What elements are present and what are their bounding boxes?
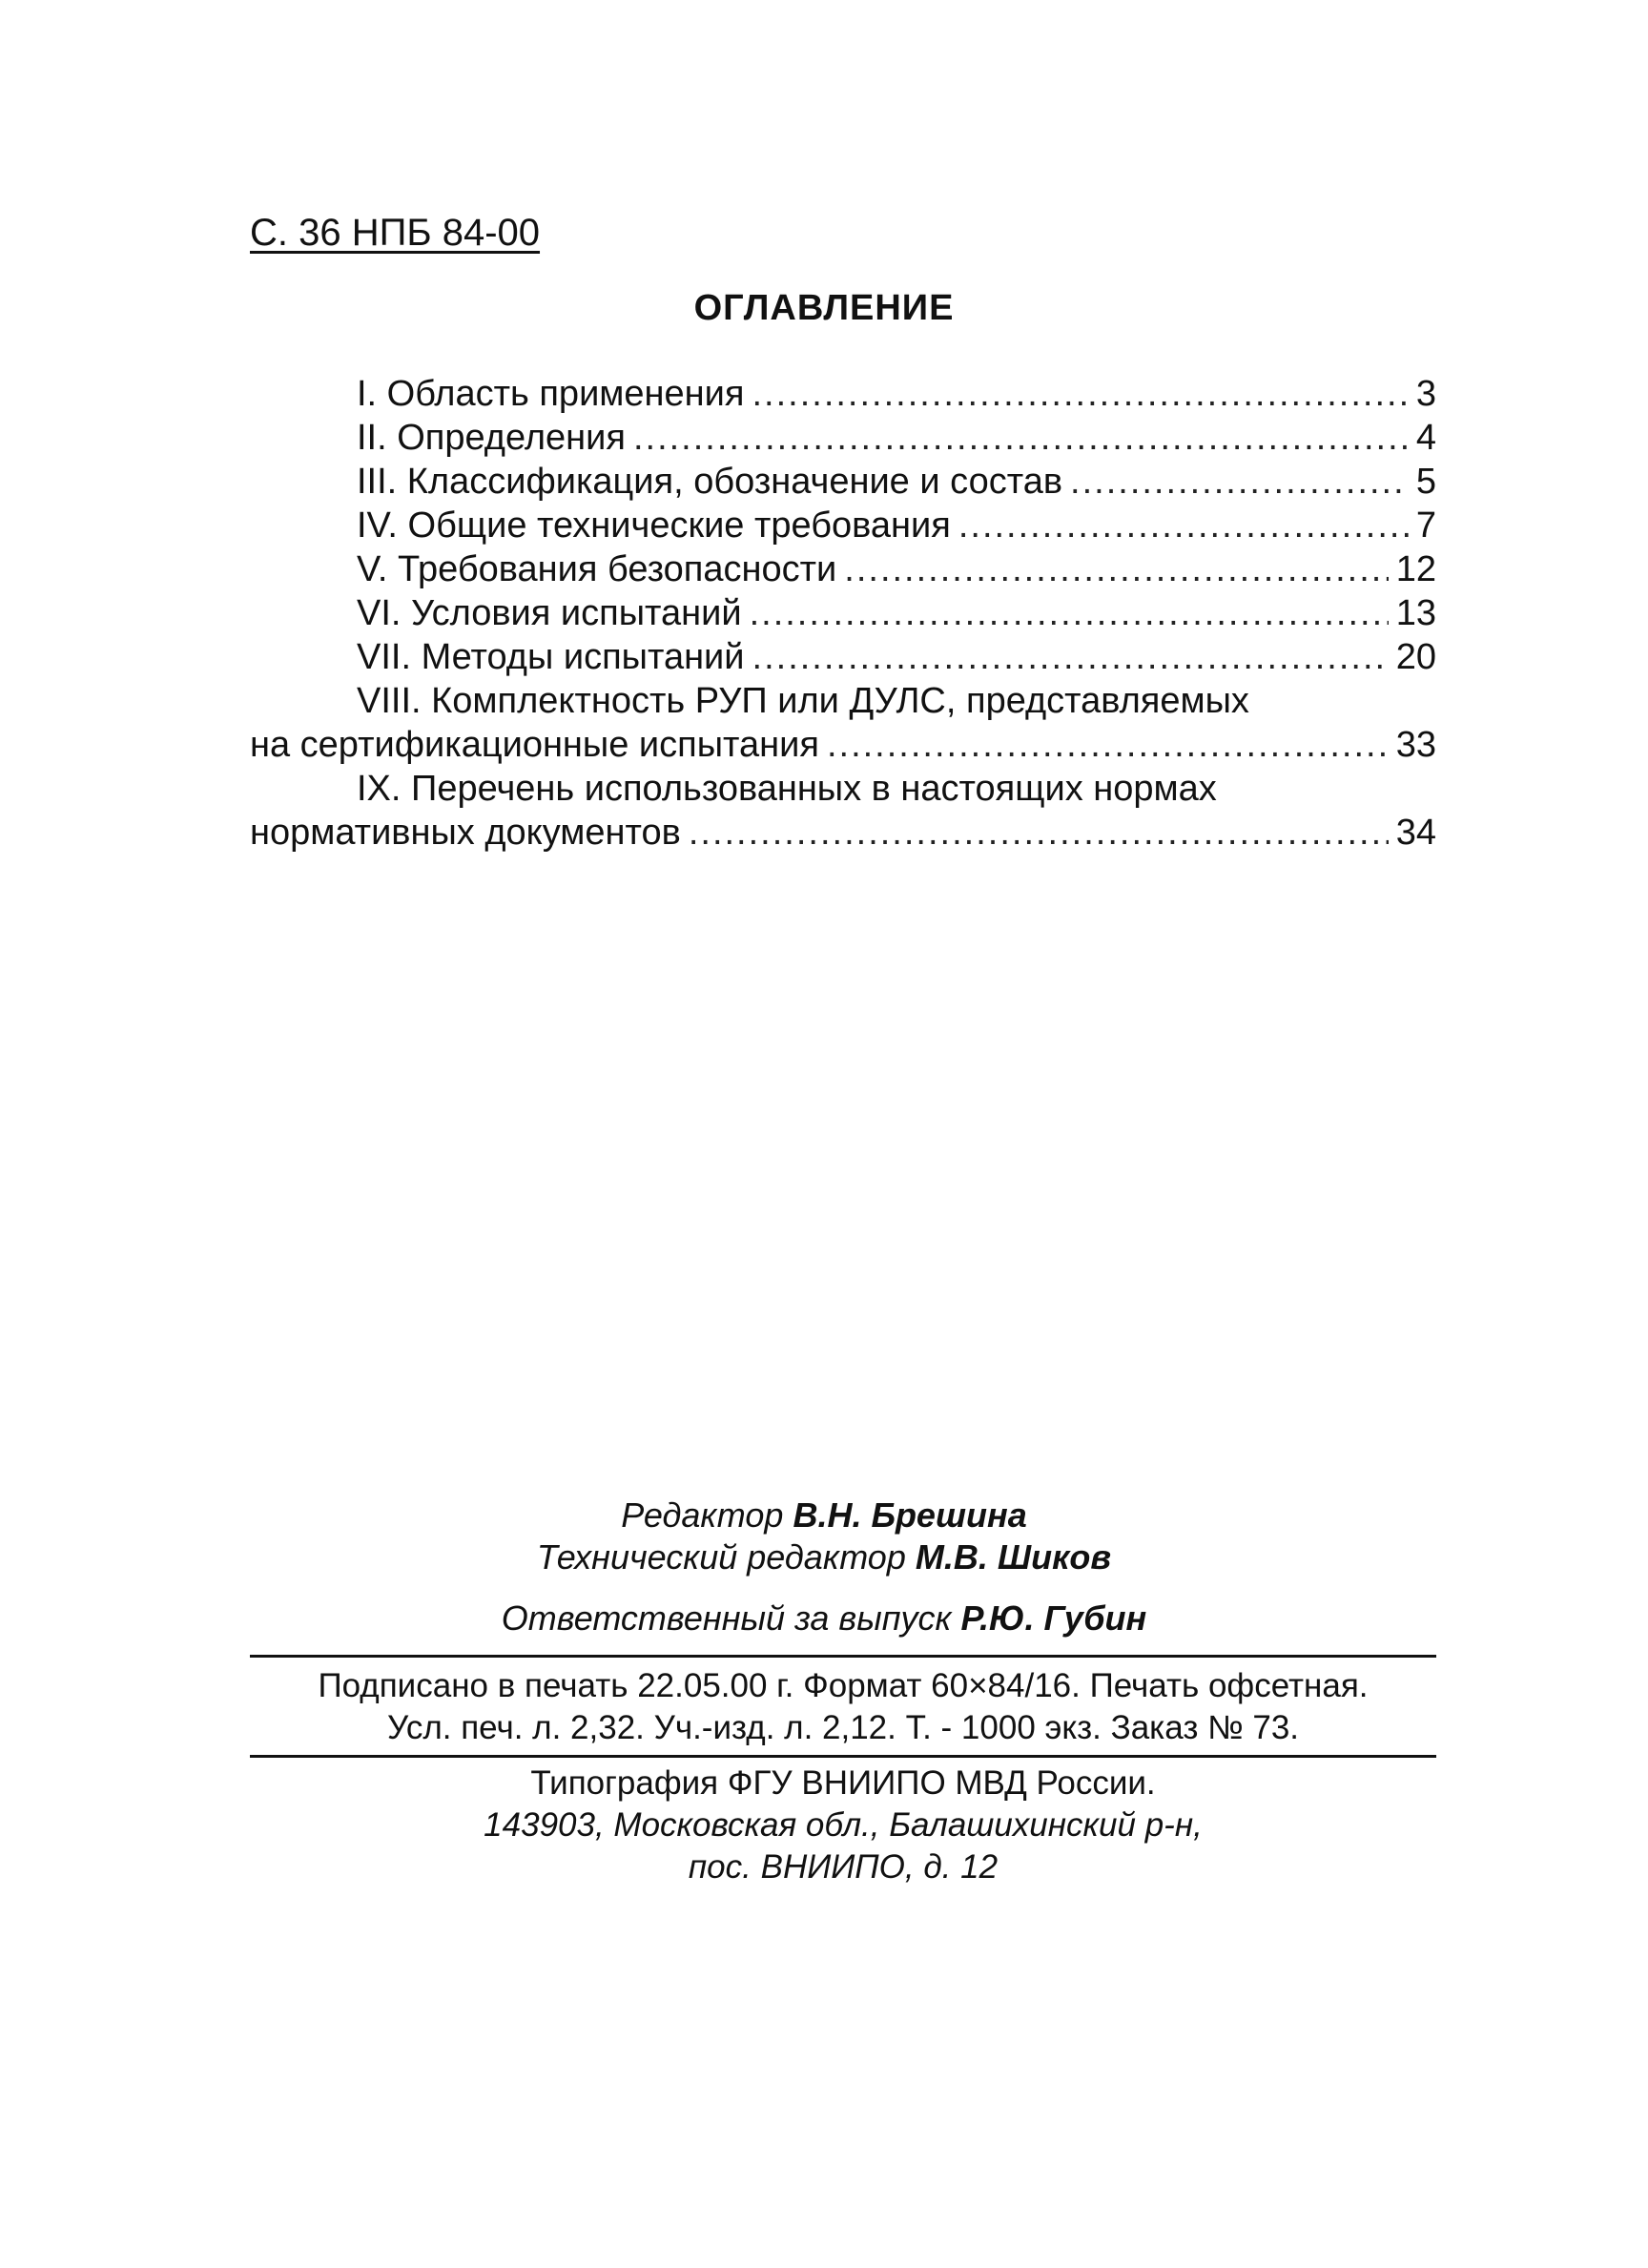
dot-leader — [633, 416, 1409, 460]
divider-line — [250, 1655, 1436, 1658]
editor-name: В.Н. Брешина — [793, 1495, 1027, 1535]
toc-entry-title: II. Определения — [357, 418, 626, 458]
tech-editor-credit — [0, 1537, 1648, 1577]
dot-leader — [689, 811, 1389, 855]
tech-editor-role: Технический редактор — [536, 1537, 906, 1577]
toc-entry — [250, 547, 1436, 591]
toc-entry — [250, 372, 1436, 416]
dot-leader — [1070, 460, 1409, 504]
toc-entry-page: 5 — [1415, 462, 1436, 502]
toc-title: ОГЛАВЛЕНИЕ — [693, 288, 955, 328]
responsible-credit — [0, 1598, 1648, 1639]
toc-entry-page: 4 — [1415, 418, 1436, 458]
toc-entry-page: 7 — [1415, 505, 1436, 546]
tech-editor-name: М.В. Шиков — [915, 1537, 1112, 1577]
dot-leader — [750, 591, 1389, 635]
toc-entry-title: нормативных документов — [250, 813, 681, 853]
toc-entry-title: IV. Общие технические требования — [357, 505, 951, 546]
toc-entry-page: 33 — [1395, 725, 1436, 765]
toc-entry-page: 3 — [1415, 374, 1436, 414]
dot-leader — [827, 723, 1389, 767]
toc-entry-title: III. Классификация, обозначение и состав — [357, 462, 1063, 502]
editor-role: Редактор — [621, 1495, 784, 1535]
toc-entry-page: 13 — [1395, 593, 1436, 633]
toc-entry-title: VI. Условия испытаний — [357, 593, 742, 633]
divider-line — [250, 1755, 1436, 1758]
toc-entry — [250, 460, 1436, 504]
toc-entry-title: на сертификационные испытания — [250, 725, 819, 765]
dot-leader — [958, 504, 1409, 547]
imprint-block — [250, 1665, 1436, 1749]
toc-entry-title: I. Область применения — [357, 374, 745, 414]
dot-leader — [752, 372, 1408, 416]
imprint-line: Усл. печ. л. 2,32. Уч.-изд. л. 2,12. Т. - 1000 экз. Заказ № 73. — [386, 1709, 1300, 1746]
imprint-line: Подписано в печать 22.05.00 г. Формат 60×84/16. Печать офсетная. — [318, 1667, 1369, 1704]
toc-entry-line1: IX. Перечень использованных в настоящих нормах — [357, 769, 1217, 809]
toc-entry — [250, 591, 1436, 635]
toc-entry — [250, 416, 1436, 460]
printer-name: Типография ФГУ ВНИИПО МВД России. — [530, 1764, 1156, 1802]
printer-block — [250, 1763, 1436, 1888]
toc-entry — [250, 811, 1436, 855]
dot-leader — [752, 635, 1389, 679]
toc-entry — [250, 635, 1436, 679]
printer-address: пос. ВНИИПО, д. 12 — [688, 1848, 999, 1886]
dot-leader — [844, 547, 1388, 591]
responsible-name: Р.Ю. Губин — [960, 1598, 1147, 1638]
toc-entry-page: 20 — [1395, 637, 1436, 677]
table-of-contents — [250, 372, 1436, 855]
running-head: С. 36 НПБ 84-00 — [250, 212, 541, 254]
toc-entry-page: 34 — [1395, 813, 1436, 853]
printer-address: 143903, Московская обл., Балашихинский р-н, — [484, 1806, 1203, 1844]
responsible-role: Ответственный за выпуск — [501, 1598, 952, 1638]
toc-entry — [250, 504, 1436, 547]
toc-entry-title: V. Требования безопасности — [357, 549, 837, 589]
toc-entry-title: VII. Методы испытаний — [357, 637, 745, 677]
toc-entry-page: 12 — [1395, 549, 1436, 589]
toc-entry — [250, 723, 1436, 767]
toc-entry-line1: VIII. Комплектность РУП или ДУЛС, представляемых — [357, 681, 1249, 721]
editor-credit — [0, 1495, 1648, 1536]
